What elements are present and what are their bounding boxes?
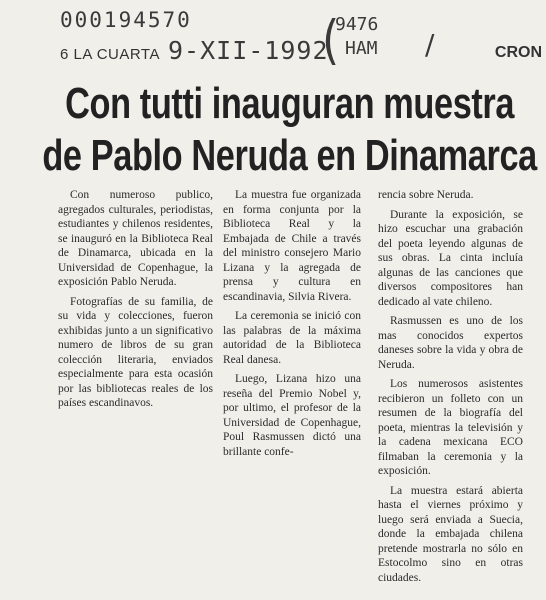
paragraph: Luego, Lizana hizo una reseña del Premio Nobel y, por ultimo, el profesor de la Universidad de Copenhague, Poul Rasmussen dictó una brillante confe- — [223, 373, 361, 458]
headline-line-2: de Pablo Neruda en Dinamarca — [42, 131, 537, 180]
paragraph: Rasmussen es uno de los mas conocidos expertos daneses sobre la vida y obra de Neruda. — [378, 315, 523, 371]
paragraph: Los numerosos asistentes recibieron un folleto con un resumen de la biografía del poeta, mientras la televisión y la cadena mexicana ECO filmaban la ceremonia y la exposición. — [378, 378, 523, 477]
paragraph: Con numeroso publico, agregados culturales, periodistas, estudiantes y chilenos residentes, se inauguró en la Biblioteca Real de Dinamarca, ubicada en la Universidad de Copenhague, la exposición Pablo Neruda. — [58, 189, 213, 288]
paragraph: Fotografías de su familia, de su vida y colecciones, fueron exhibidas junto a un significativo numero de libros de su gran colección literaria, enviados especialmente para esta ocasión por las bibliotecas reales de los países escandinavos. — [58, 295, 213, 409]
section-label: CRON — [494, 44, 542, 61]
handwritten-code-line2: HAM — [345, 38, 378, 59]
paragraph: La muestra fue organizada en forma conjunta por la Biblioteca Real y la Embajada de Chile a través del ministro consejero Mario Lizana y la agregada de prensa y cultura en escandinavia, Silvia Rivera. — [223, 189, 361, 303]
accession-number: 000194570 — [60, 8, 192, 32]
paragraph: La muestra estará abierta hasta el viernes próximo y luego será enviada a Suecia, donde la embajada chilena pretende mostrarla no sólo en Estocolmo sino en otras ciudades. — [378, 484, 523, 584]
paragraph: La ceremonia se inició con las palabras de la máxima autoridad de la Biblioteca Real danesa. — [223, 310, 361, 366]
article-column-1 — [58, 188, 213, 416]
handwritten-date: 9-XII-1992 — [168, 36, 329, 65]
headline — [40, 78, 539, 182]
headline-line-1: Con tutti inauguran muestra — [65, 79, 515, 128]
article-column-2 — [223, 188, 361, 464]
handwritten-slash: / — [425, 28, 435, 61]
handwritten-code-line1: 9476 — [335, 14, 379, 35]
article-column-3 — [378, 188, 523, 590]
paragraph: rencia sobre Neruda. — [378, 189, 474, 201]
handwritten-bracket: ( — [322, 9, 340, 72]
paragraph: Durante la exposición, se hizo escuchar una grabación del poeta leyendo algunas de sus obras. La cinta incluía algunas de las canciones que diversos compositores han dedicado al vate chileno. — [378, 208, 523, 308]
page-number-publication: 6 LA CUARTA — [60, 46, 160, 63]
